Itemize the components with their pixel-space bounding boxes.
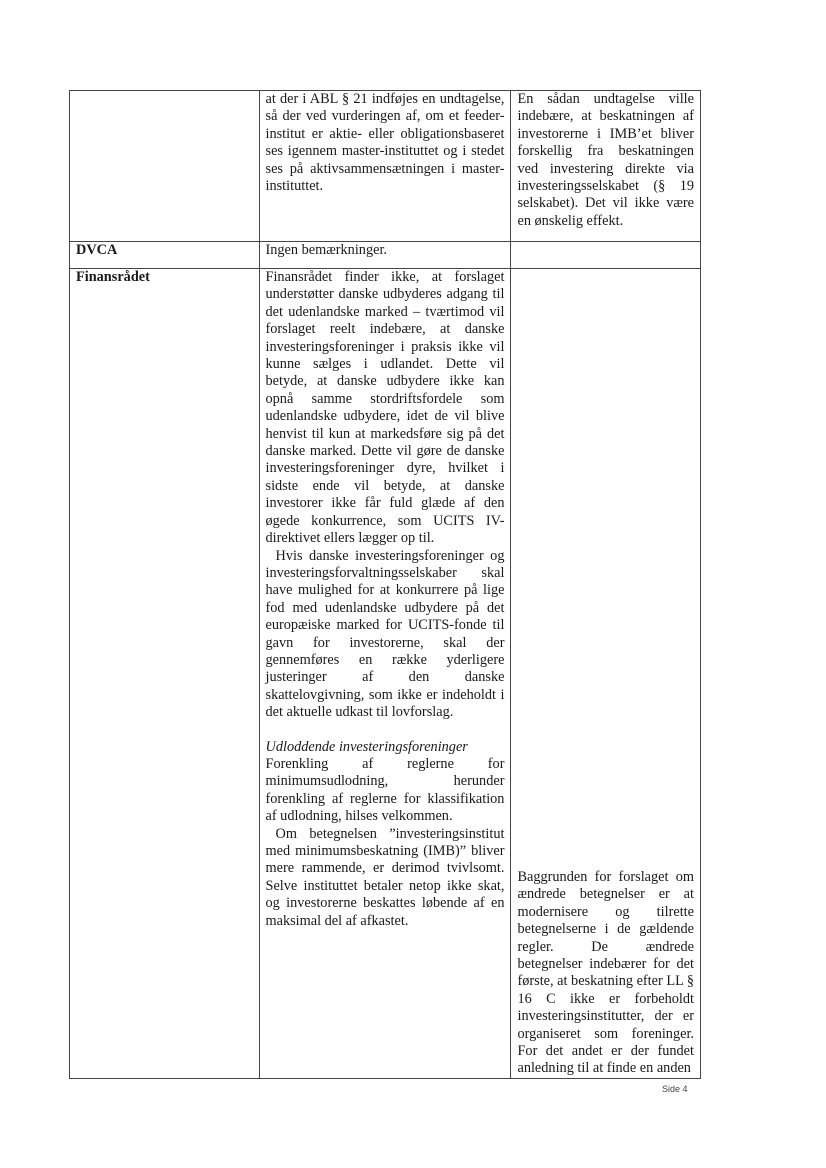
table-row [70,91,701,242]
comment-cell [259,269,511,1079]
comment-cell [259,91,511,242]
response-text: En sådan undtagelse ville indebære, at beskatningen af investorerne i IMB’et bliver forskellig fra beskatningen ved investering direkte via investeringsselskabet (§ 19 selskabet). Det vil ikke være en ønskelig effekt. [517,91,694,229]
organisation-cell: Finansrådet [70,269,260,1079]
comment-paragraph: Forenkling af reglerne for minimumsudlodning, herunder forenkling af reglerne for klassifikation af udlodning, hilses velkommen. [265,755,505,825]
response-cell [511,242,701,269]
response-cell [511,91,701,242]
comment-heading: Udloddende investeringsforeninger [265,738,468,755]
table-row [70,269,701,1079]
comments-table [69,90,701,1079]
comment-paragraph: Finansrådet finder ikke, at forslaget understøtter danske udbyderes adgang til det udenlandske marked – tværtimod vil forslaget reelt indebære, at danske investeringsforeninger i praksis ikke vil kunne sælges i udlandet. Dette vil betyde, at danske udbydere ikke kan opnå samme stordriftsfordele som udenlandske udbydere, idet de vil blive henvist til kun at markedsføre sig på det danske marked. Dette vil gøre de danske investeringsforeninger dyre, hvilket i sidste ende vil betyde, at danske investorer ikke får fuld glæde af den øgede konkurrence, som UCITS IV-direktivet ellers lægger op til. [265,269,505,547]
comment-cell [259,242,511,269]
comment-paragraph: Hvis danske investeringsforeninger og investeringsforvaltningsselskaber skal have mulighed for at konkurrere på lige fod med udenlandske udbydere på det europæiske marked for UCITS-fonde til gavn for investorerne, skal der gennemføres en række yderligere justeringer af den danske skattelovgivning, som ikke er indeholdt i det aktuelle udkast til lovforslag. [265,547,505,721]
comment-text: at der i ABL § 21 indføjes en undtagelse, så der ved vurderingen af, om et feeder-institut er aktie- eller obligationsbaseret ses igennem master-instituttet og i stedet ses på aktivsammensætningen i master-instituttet. [265,91,505,195]
page-number: Side 4 [662,1084,688,1094]
response-cell [511,269,701,1079]
paragraph-gap [266,722,505,739]
organisation-cell [70,91,260,242]
table-row [70,242,701,269]
comment-text: Ingen bemærkninger. [265,242,387,258]
comment-paragraph: Om betegnelsen ”investeringsinstitut med minimumsbeskatning (IMB)” bliver mere rammende, er derimod tvivlsomt. Selve instituttet betaler netop ikke skat, og investorerne beskattes løbende af en maksimal del af afkastet. [265,825,505,929]
organisation-cell: DVCA [70,242,260,269]
response-text: Baggrunden for forslaget om ændrede betegnelser er at modernisere og tilrette betegnelserne i de gældende regler. De ændrede betegnelser indebærer for det første, at beskatning efter LL § 16 C ikke er forbeholdt investeringsinstitutter, der er organiseret som foreninger. For det andet er der fundet anledning til at finde en anden [517,869,694,1077]
